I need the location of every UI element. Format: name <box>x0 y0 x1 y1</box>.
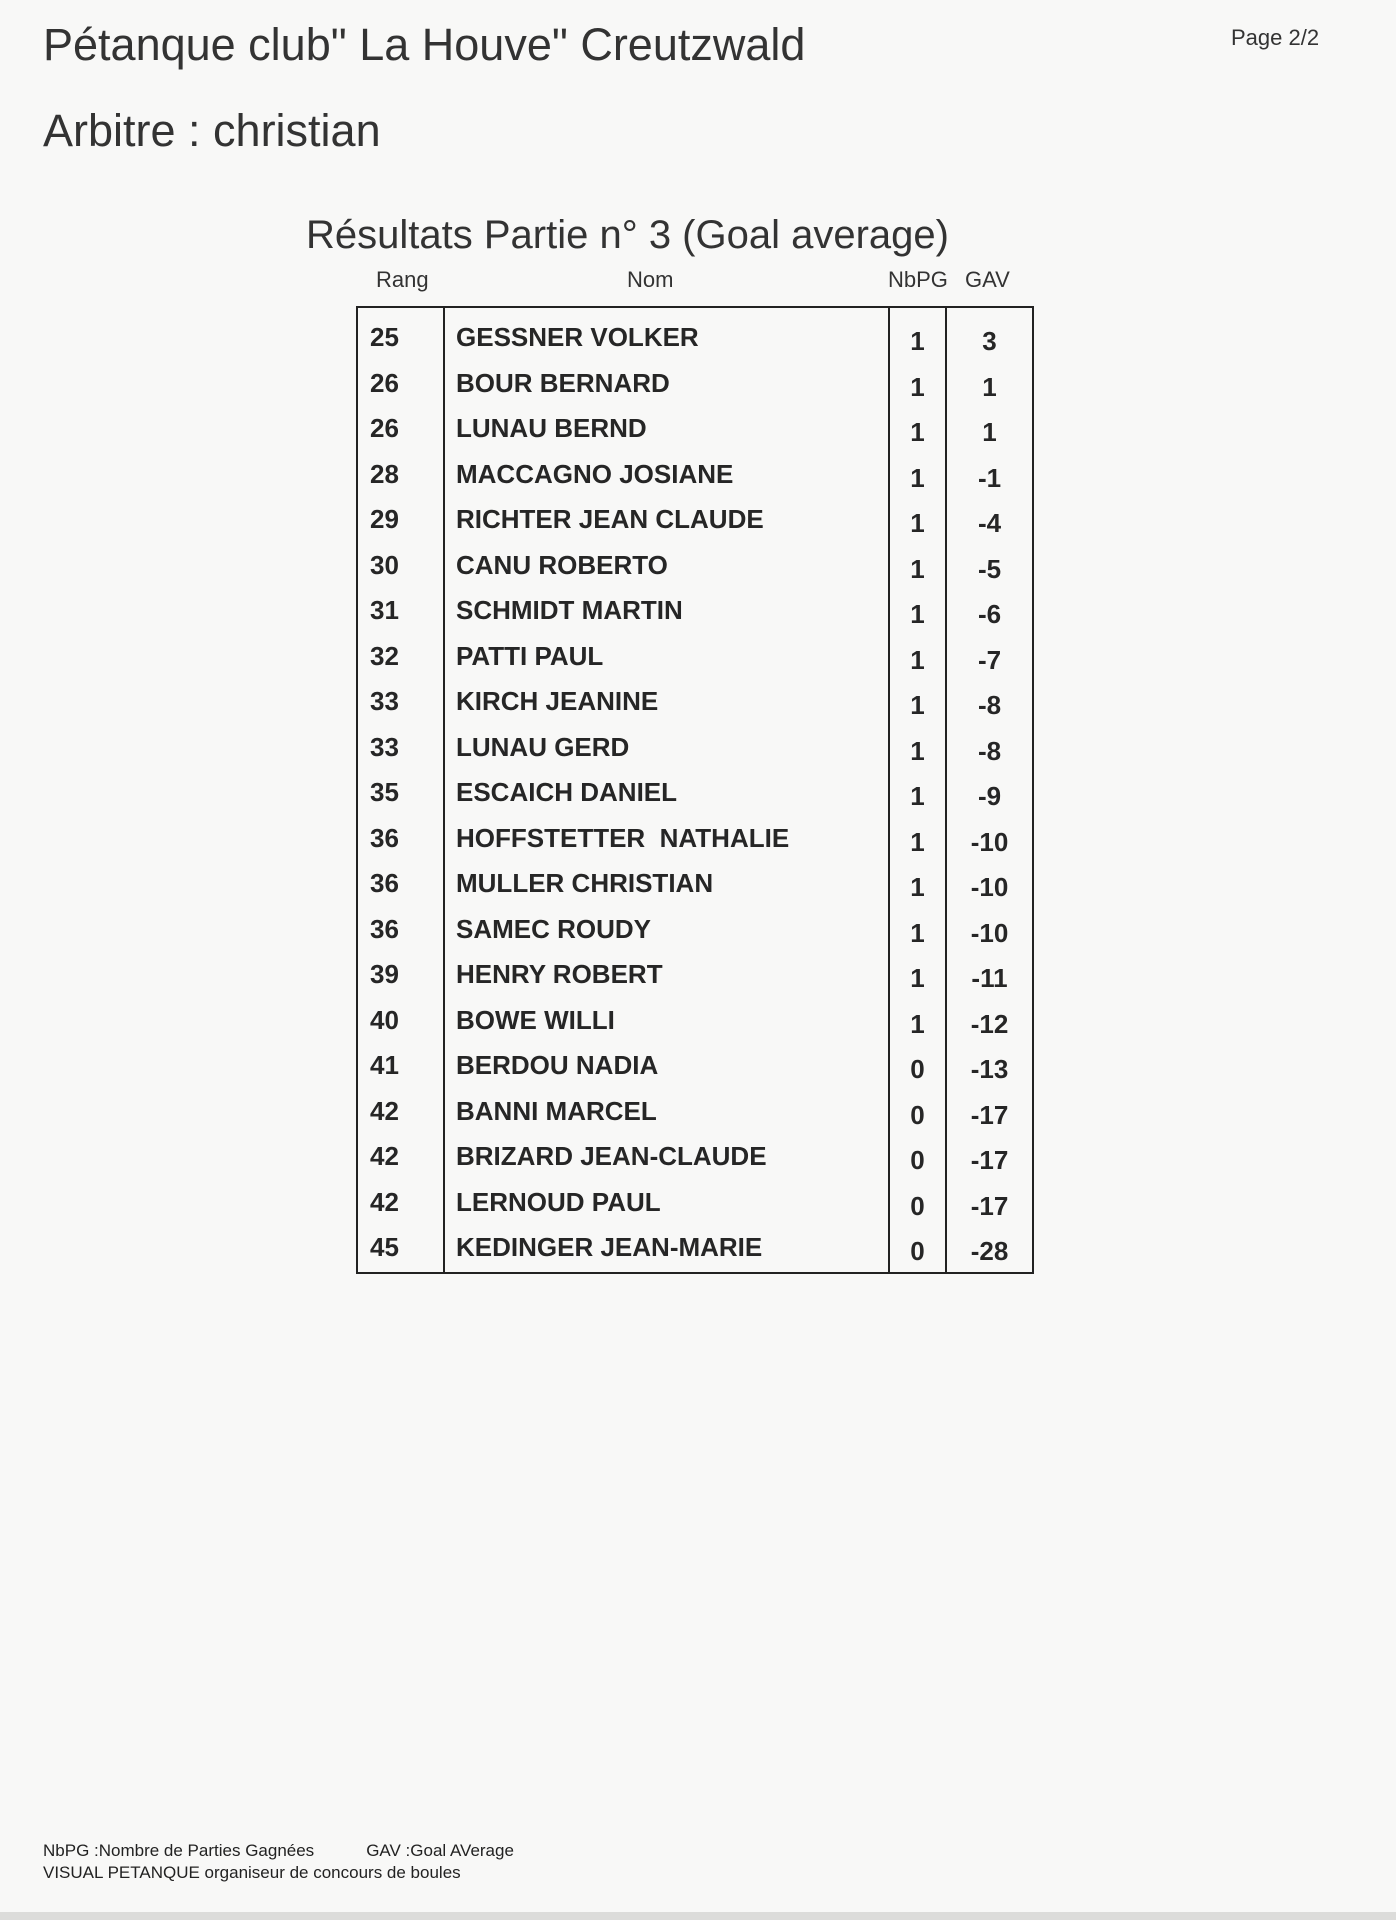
rank-cell: 36 <box>370 913 399 944</box>
column-header-nbpg: NbPG <box>888 267 948 292</box>
name-cell: BOWE WILLI <box>456 1004 615 1035</box>
rank-cell: 31 <box>370 595 399 625</box>
games-won-cell: 1 <box>910 417 925 447</box>
table-row <box>358 999 1032 1045</box>
page-number: Page 2/2 <box>1231 25 1320 50</box>
goal-average-cell: -6 <box>977 599 1002 629</box>
name-cell: HOFFSTETTER NATHALIE <box>456 822 790 853</box>
rank-cell: 26 <box>370 367 399 398</box>
table-row <box>358 908 1032 954</box>
name-cell: BERDOU NADIA <box>456 1050 659 1080</box>
rank-cell: 26 <box>370 413 399 443</box>
games-won-cell: 1 <box>910 1008 925 1039</box>
name-cell: ESCAICH DANIEL <box>456 777 678 807</box>
table-row <box>358 726 1032 772</box>
goal-average-cell: 1 <box>982 417 997 447</box>
rank-cell: 33 <box>370 686 399 716</box>
table-row <box>358 1135 1032 1181</box>
games-won-cell: 1 <box>910 735 925 766</box>
table-row <box>358 362 1032 408</box>
name-cell: MULLER CHRISTIAN <box>456 868 714 898</box>
table-row <box>358 589 1032 635</box>
table-row <box>358 407 1032 453</box>
goal-average-cell: -5 <box>977 553 1002 584</box>
name-cell: KEDINGER JEAN-MARIE <box>456 1232 763 1262</box>
name-cell: MACCAGNO JOSIANE <box>456 458 734 489</box>
rank-cell: 28 <box>370 458 399 489</box>
goal-average-cell: -9 <box>977 781 1002 811</box>
name-cell: KIRCH JEANINE <box>456 686 659 716</box>
rank-cell: 32 <box>370 640 399 671</box>
goal-average-cell: -17 <box>970 1099 1009 1130</box>
name-cell: LERNOUD PAUL <box>456 1186 661 1217</box>
table-row <box>358 817 1032 863</box>
rank-cell: 39 <box>370 959 399 989</box>
club-title: Pétanque club" La Houve" Creutzwald <box>43 19 806 70</box>
goal-average-cell: 3 <box>982 326 997 356</box>
games-won-cell: 1 <box>910 690 925 720</box>
scan-edge <box>0 1912 1396 1920</box>
goal-average-cell: -17 <box>970 1190 1009 1221</box>
table-row <box>358 771 1032 817</box>
games-won-cell: 0 <box>910 1099 925 1130</box>
rank-cell: 36 <box>370 868 399 898</box>
goal-average-cell: -12 <box>970 1008 1009 1039</box>
table-row <box>358 316 1032 362</box>
goal-average-cell: -7 <box>977 644 1002 675</box>
name-cell: BOUR BERNARD <box>456 367 670 398</box>
games-won-cell: 1 <box>910 781 925 811</box>
games-won-cell: 1 <box>910 963 925 993</box>
name-cell: LUNAU BERND <box>456 413 647 443</box>
rank-cell: 41 <box>370 1050 399 1080</box>
table-row <box>358 453 1032 499</box>
table-row <box>358 680 1032 726</box>
goal-average-cell: -17 <box>970 1145 1009 1175</box>
results-table <box>356 306 1034 1274</box>
name-cell: SAMEC ROUDY <box>456 913 652 944</box>
rank-cell: 45 <box>370 1232 399 1262</box>
table-row <box>358 1226 1032 1272</box>
goal-average-cell: -4 <box>977 508 1002 538</box>
table-row <box>358 862 1032 908</box>
rank-cell: 25 <box>370 322 399 352</box>
results-title: Résultats Partie n° 3 (Goal average) <box>306 213 949 257</box>
games-won-cell: 1 <box>910 917 925 948</box>
games-won-cell: 1 <box>910 326 925 356</box>
table-row <box>358 1181 1032 1227</box>
goal-average-cell: -10 <box>970 872 1009 902</box>
table-row <box>358 1044 1032 1090</box>
name-cell: PATTI PAUL <box>456 640 604 671</box>
arbitre-label: Arbitre : christian <box>43 105 381 156</box>
games-won-cell: 1 <box>910 462 925 493</box>
goal-average-cell: -8 <box>977 735 1002 766</box>
nbpg-legend: NbPG :Nombre de Parties Gagnées <box>43 1841 315 1860</box>
goal-average-cell: 1 <box>982 371 997 402</box>
games-won-cell: 1 <box>910 599 925 629</box>
name-cell: BRIZARD JEAN-CLAUDE <box>456 1141 767 1171</box>
table-row <box>358 498 1032 544</box>
games-won-cell: 0 <box>910 1190 925 1221</box>
name-cell: CANU ROBERTO <box>456 549 668 580</box>
rank-cell: 40 <box>370 1004 399 1035</box>
table-row <box>358 544 1032 590</box>
goal-average-cell: -28 <box>970 1236 1009 1266</box>
games-won-cell: 1 <box>910 644 925 675</box>
name-cell: GESSNER VOLKER <box>456 322 699 352</box>
games-won-cell: 1 <box>910 872 925 902</box>
rank-cell: 29 <box>370 504 399 534</box>
goal-average-cell: -10 <box>970 917 1009 948</box>
goal-average-cell: -11 <box>971 963 1008 993</box>
games-won-cell: 0 <box>910 1145 925 1175</box>
games-won-cell: 1 <box>910 553 925 584</box>
organiser-note: VISUAL PETANQUE organiseur de concours de boules <box>43 1863 461 1882</box>
name-cell: SCHMIDT MARTIN <box>456 595 683 625</box>
games-won-cell: 0 <box>910 1236 925 1266</box>
name-cell: HENRY ROBERT <box>456 959 663 989</box>
goal-average-cell: -8 <box>977 690 1002 720</box>
rank-cell: 42 <box>370 1141 399 1171</box>
games-won-cell: 0 <box>910 1054 925 1084</box>
name-cell: RICHTER JEAN CLAUDE <box>456 504 764 534</box>
table-row <box>358 953 1032 999</box>
games-won-cell: 1 <box>910 371 925 402</box>
games-won-cell: 1 <box>910 826 925 857</box>
gav-legend: GAV :Goal AVerage <box>366 1841 514 1860</box>
footer <box>43 1840 514 1884</box>
games-won-cell: 1 <box>910 508 925 538</box>
goal-average-cell: -13 <box>970 1054 1009 1084</box>
table-row <box>358 1090 1032 1136</box>
rank-cell: 35 <box>370 777 399 807</box>
table-row <box>358 635 1032 681</box>
rank-cell: 42 <box>370 1095 399 1126</box>
rank-cell: 30 <box>370 549 399 580</box>
column-header-rang: Rang <box>376 267 429 292</box>
goal-average-cell: -1 <box>977 462 1002 493</box>
goal-average-cell: -10 <box>970 826 1009 857</box>
column-header-nom: Nom <box>627 267 674 292</box>
column-header-gav: GAV <box>965 267 1010 292</box>
rank-cell: 33 <box>370 731 399 762</box>
results-rows <box>358 316 1032 1272</box>
name-cell: LUNAU GERD <box>456 731 630 762</box>
name-cell: BANNI MARCEL <box>456 1095 657 1126</box>
rank-cell: 36 <box>370 822 399 853</box>
rank-cell: 42 <box>370 1186 399 1217</box>
